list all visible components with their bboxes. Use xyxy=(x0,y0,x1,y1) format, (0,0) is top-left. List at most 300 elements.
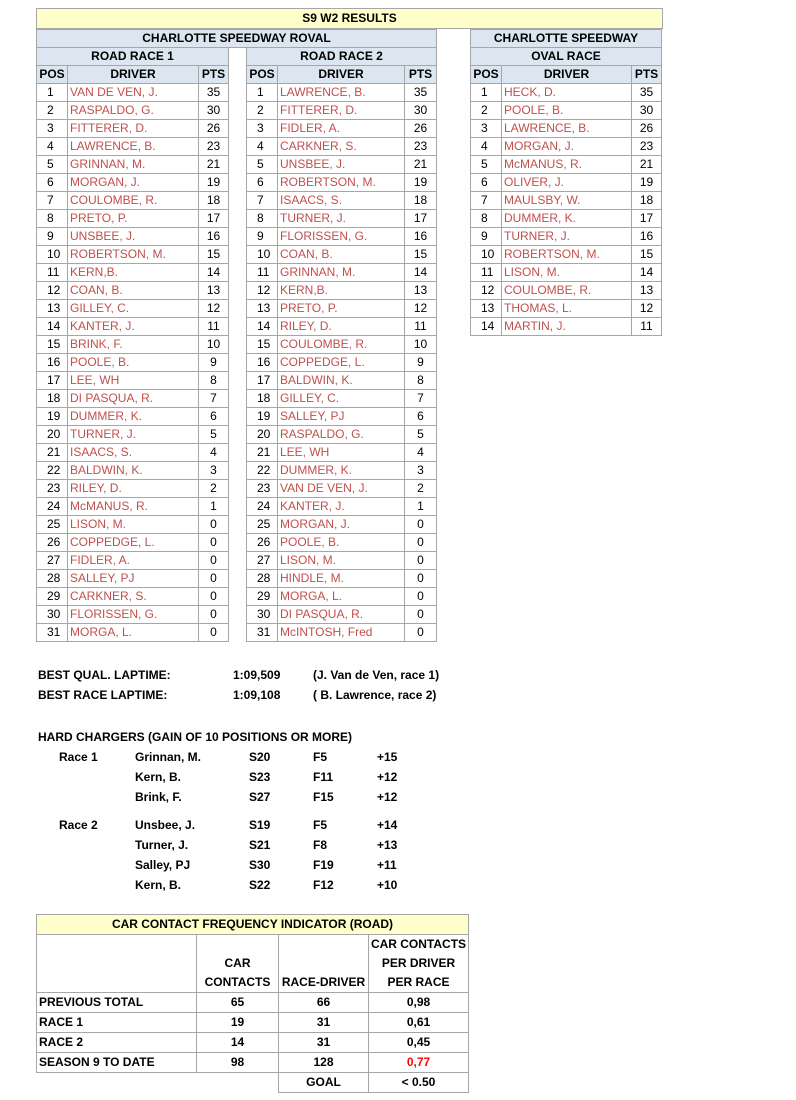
start-pos: S20 xyxy=(249,750,271,764)
gap-cell xyxy=(229,390,247,408)
driver-cell: LAWRENCE, B. xyxy=(278,84,405,102)
col-pos: POS xyxy=(37,66,68,84)
contacts-cell: 14 xyxy=(197,1033,279,1053)
driver-cell: COPPEDGE, L. xyxy=(278,354,405,372)
pos-cell: 26 xyxy=(247,534,278,552)
pts-cell: 30 xyxy=(405,102,437,120)
pts-cell: 16 xyxy=(405,228,437,246)
driver-cell: COAN, B. xyxy=(278,246,405,264)
table-row xyxy=(37,84,437,102)
pts-cell: 17 xyxy=(632,210,662,228)
race-driver-cell: 31 xyxy=(279,1033,369,1053)
driver-cell: KERN,B. xyxy=(68,264,199,282)
goal-label: GOAL xyxy=(279,1073,369,1093)
driver-cell: POOLE, B. xyxy=(502,102,632,120)
pos-cell: 21 xyxy=(37,444,68,462)
pos-cell: 12 xyxy=(471,282,502,300)
contact-blank xyxy=(279,954,369,973)
driver-cell: HINDLE, M. xyxy=(278,570,405,588)
pts-cell: 13 xyxy=(405,282,437,300)
driver-cell: GRINNAN, M. xyxy=(278,264,405,282)
pos-cell: 16 xyxy=(247,354,278,372)
pos-cell: 17 xyxy=(247,372,278,390)
pts-cell: 26 xyxy=(632,120,662,138)
start-pos: S22 xyxy=(249,878,271,892)
table-row xyxy=(37,192,437,210)
pos-cell: 9 xyxy=(37,228,68,246)
driver-cell: MARTIN, J. xyxy=(502,318,632,336)
pts-cell: 26 xyxy=(199,120,229,138)
table-row xyxy=(471,138,662,156)
gap-cell xyxy=(229,48,247,66)
col2-header: RACE-DRIVER xyxy=(279,973,369,993)
per-driver-race-cell: 0,45 xyxy=(369,1033,469,1053)
table-row xyxy=(37,228,437,246)
pts-cell: 11 xyxy=(405,318,437,336)
col-driver: DRIVER xyxy=(502,66,632,84)
pts-cell: 13 xyxy=(632,282,662,300)
pts-cell: 5 xyxy=(405,426,437,444)
driver-cell: LEE, WH xyxy=(68,372,199,390)
table-row xyxy=(37,570,437,588)
contacts-cell: 98 xyxy=(197,1053,279,1073)
gap-cell xyxy=(229,318,247,336)
driver-cell: ROBERTSON, M. xyxy=(502,246,632,264)
table-row xyxy=(37,516,437,534)
table-row xyxy=(37,552,437,570)
pos-cell: 10 xyxy=(247,246,278,264)
col-pos: POS xyxy=(471,66,502,84)
finish-pos: F5 xyxy=(313,818,328,832)
race-driver-cell: 66 xyxy=(279,993,369,1013)
contact-blank xyxy=(197,1073,279,1093)
driver-cell: DI PASQUA, R. xyxy=(68,390,199,408)
table-row xyxy=(471,84,662,102)
pts-cell: 0 xyxy=(405,552,437,570)
pos-cell: 6 xyxy=(471,174,502,192)
driver-cell: RILEY, D. xyxy=(68,480,199,498)
race-driver-cell: 31 xyxy=(279,1013,369,1033)
pos-cell: 7 xyxy=(37,192,68,210)
table-row xyxy=(37,120,437,138)
gap-cell xyxy=(229,300,247,318)
pts-cell: 23 xyxy=(632,138,662,156)
pts-cell: 0 xyxy=(199,570,229,588)
best-qual-time: 1:09,509 xyxy=(233,668,281,682)
driver-cell: BRINK, F. xyxy=(68,336,199,354)
pos-cell: 20 xyxy=(247,426,278,444)
driver-cell: KANTER, J. xyxy=(68,318,199,336)
table-row xyxy=(37,624,437,642)
table-row xyxy=(471,156,662,174)
driver-cell: FITTERER, D. xyxy=(278,102,405,120)
driver-cell: VAN DE VEN, J. xyxy=(278,480,405,498)
table-row xyxy=(37,588,437,606)
pts-cell: 2 xyxy=(199,480,229,498)
gap-cell xyxy=(229,588,247,606)
pos-cell: 3 xyxy=(471,120,502,138)
table-row xyxy=(471,282,662,300)
per-driver-race-cell: 0,61 xyxy=(369,1013,469,1033)
best-race-note: ( B. Lawrence, race 2) xyxy=(313,688,437,702)
pts-cell: 12 xyxy=(199,300,229,318)
pos-cell: 2 xyxy=(471,102,502,120)
pts-cell: 15 xyxy=(199,246,229,264)
table-row xyxy=(37,354,437,372)
pts-cell: 23 xyxy=(199,138,229,156)
pts-cell: 0 xyxy=(405,516,437,534)
pos-cell: 9 xyxy=(471,228,502,246)
positions-gained: +12 xyxy=(377,770,398,784)
best-race-time: 1:09,108 xyxy=(233,688,281,702)
oval-results-table xyxy=(470,29,662,336)
pos-cell: 5 xyxy=(247,156,278,174)
pos-cell: 30 xyxy=(37,606,68,624)
pos-cell: 27 xyxy=(247,552,278,570)
gap-cell xyxy=(229,264,247,282)
driver-cell: LISON, M. xyxy=(68,516,199,534)
table-row xyxy=(471,192,662,210)
pts-cell: 0 xyxy=(199,588,229,606)
table-row xyxy=(471,246,662,264)
table-row xyxy=(37,1053,469,1073)
pos-cell: 22 xyxy=(247,462,278,480)
pos-cell: 12 xyxy=(247,282,278,300)
pos-cell: 19 xyxy=(247,408,278,426)
pts-cell: 21 xyxy=(632,156,662,174)
pts-cell: 14 xyxy=(405,264,437,282)
pos-cell: 8 xyxy=(247,210,278,228)
start-pos: S27 xyxy=(249,790,271,804)
contact-title: CAR CONTACT FREQUENCY INDICATOR (ROAD) xyxy=(37,915,469,935)
driver-cell: PRETO, P. xyxy=(68,210,199,228)
start-pos: S21 xyxy=(249,838,271,852)
driver-cell: KANTER, J. xyxy=(278,498,405,516)
pos-cell: 22 xyxy=(37,462,68,480)
driver-cell: MORGAN, J. xyxy=(278,516,405,534)
pos-cell: 20 xyxy=(37,426,68,444)
pos-cell: 10 xyxy=(471,246,502,264)
pos-cell: 4 xyxy=(247,138,278,156)
driver-cell: SALLEY, PJ xyxy=(278,408,405,426)
driver-cell: BALDWIN, K. xyxy=(278,372,405,390)
table-row xyxy=(37,606,437,624)
pos-cell: 15 xyxy=(37,336,68,354)
pts-cell: 0 xyxy=(405,588,437,606)
pts-cell: 4 xyxy=(199,444,229,462)
driver-cell: DI PASQUA, R. xyxy=(278,606,405,624)
driver-cell: LEE, WH xyxy=(278,444,405,462)
pts-cell: 6 xyxy=(199,408,229,426)
driver-cell: FLORISSEN, G. xyxy=(68,606,199,624)
driver-cell: MORGAN, J. xyxy=(68,174,199,192)
finish-pos: F12 xyxy=(313,878,334,892)
col1-line2: CONTACTS xyxy=(197,973,279,993)
pos-cell: 19 xyxy=(37,408,68,426)
driver-cell: MORGA, L. xyxy=(68,624,199,642)
driver-cell: VAN DE VEN, J. xyxy=(68,84,199,102)
pts-cell: 2 xyxy=(405,480,437,498)
gap-cell xyxy=(229,102,247,120)
pos-cell: 23 xyxy=(247,480,278,498)
col-pts: PTS xyxy=(405,66,437,84)
gap-cell xyxy=(229,480,247,498)
col-driver: DRIVER xyxy=(278,66,405,84)
driver-cell: THOMAS, L. xyxy=(502,300,632,318)
gap-cell xyxy=(229,246,247,264)
finish-pos: F15 xyxy=(313,790,334,804)
gap-cell xyxy=(229,336,247,354)
driver-cell: POOLE, B. xyxy=(68,354,199,372)
pos-cell: 31 xyxy=(247,624,278,642)
pos-cell: 7 xyxy=(247,192,278,210)
driver-cell: ROBERTSON, M. xyxy=(278,174,405,192)
gap-cell xyxy=(229,210,247,228)
pos-cell: 14 xyxy=(247,318,278,336)
table-row xyxy=(37,138,437,156)
contact-blank xyxy=(279,935,369,955)
pos-cell: 14 xyxy=(37,318,68,336)
gap-cell xyxy=(229,174,247,192)
table-row xyxy=(37,444,437,462)
driver-cell: LISON, M. xyxy=(278,552,405,570)
pos-cell: 11 xyxy=(247,264,278,282)
driver-cell: HECK, D. xyxy=(502,84,632,102)
pos-cell: 11 xyxy=(471,264,502,282)
driver-cell: ROBERTSON, M. xyxy=(68,246,199,264)
pts-cell: 14 xyxy=(199,264,229,282)
pts-cell: 15 xyxy=(405,246,437,264)
race2-title: ROAD RACE 2 xyxy=(247,48,437,66)
table-row xyxy=(471,174,662,192)
col-pos: POS xyxy=(247,66,278,84)
pos-cell: 31 xyxy=(37,624,68,642)
driver-cell: TURNER, J. xyxy=(278,210,405,228)
table-row xyxy=(37,372,437,390)
gap-cell xyxy=(229,408,247,426)
pos-cell: 4 xyxy=(37,138,68,156)
table-row xyxy=(37,1013,469,1033)
driver-cell: DUMMER, K. xyxy=(68,408,199,426)
driver-cell: ISAACS, S. xyxy=(68,444,199,462)
pos-cell: 30 xyxy=(247,606,278,624)
pts-cell: 12 xyxy=(405,300,437,318)
table-row xyxy=(37,426,437,444)
pts-cell: 19 xyxy=(632,174,662,192)
driver-cell: LISON, M. xyxy=(502,264,632,282)
driver-cell: FITTERER, D. xyxy=(68,120,199,138)
table-row xyxy=(37,264,437,282)
pts-cell: 17 xyxy=(405,210,437,228)
table-row xyxy=(37,1033,469,1053)
driver-cell: CARKNER, S. xyxy=(278,138,405,156)
pos-cell: 25 xyxy=(247,516,278,534)
charger-name: Salley, PJ xyxy=(135,858,191,872)
positions-gained: +11 xyxy=(377,858,397,872)
driver-cell: TURNER, J. xyxy=(68,426,199,444)
pos-cell: 13 xyxy=(37,300,68,318)
charger-name: Turner, J. xyxy=(135,838,189,852)
start-pos: S30 xyxy=(249,858,271,872)
pos-cell: 1 xyxy=(37,84,68,102)
col1-line1: CAR xyxy=(197,954,279,973)
pts-cell: 1 xyxy=(199,498,229,516)
driver-cell: COPPEDGE, L. xyxy=(68,534,199,552)
roval-results-table xyxy=(36,29,437,642)
driver-cell: FLORISSEN, G. xyxy=(278,228,405,246)
best-qual-label: BEST QUAL. LAPTIME: xyxy=(38,668,171,682)
pts-cell: 0 xyxy=(199,534,229,552)
table-row xyxy=(471,318,662,336)
positions-gained: +13 xyxy=(377,838,398,852)
col3-line3: PER RACE xyxy=(369,973,469,993)
driver-cell: OLIVER, J. xyxy=(502,174,632,192)
gap-cell xyxy=(229,192,247,210)
oval-race-title: OVAL RACE xyxy=(471,48,662,66)
pts-cell: 8 xyxy=(199,372,229,390)
race-driver-cell: 128 xyxy=(279,1053,369,1073)
driver-cell: MORGA, L. xyxy=(278,588,405,606)
pts-cell: 0 xyxy=(199,624,229,642)
pos-cell: 17 xyxy=(37,372,68,390)
pts-cell: 7 xyxy=(199,390,229,408)
driver-cell: UNSBEE, J. xyxy=(68,228,199,246)
pts-cell: 15 xyxy=(632,246,662,264)
pts-cell: 21 xyxy=(405,156,437,174)
pos-cell: 9 xyxy=(247,228,278,246)
table-row xyxy=(37,102,437,120)
pos-cell: 24 xyxy=(37,498,68,516)
pts-cell: 5 xyxy=(199,426,229,444)
gap-cell xyxy=(229,624,247,642)
per-driver-race-cell: 0,98 xyxy=(369,993,469,1013)
gap-cell xyxy=(229,462,247,480)
pos-cell: 5 xyxy=(471,156,502,174)
driver-cell: COULOMBE, R. xyxy=(502,282,632,300)
car-contact-table xyxy=(36,914,469,1093)
pts-cell: 18 xyxy=(405,192,437,210)
table-row xyxy=(37,408,437,426)
driver-cell: CARKNER, S. xyxy=(68,588,199,606)
charger-name: Kern, B. xyxy=(135,878,182,892)
table-row xyxy=(471,264,662,282)
pts-cell: 3 xyxy=(199,462,229,480)
driver-cell: LAWRENCE, B. xyxy=(68,138,199,156)
contact-row-label: PREVIOUS TOTAL xyxy=(37,993,197,1013)
table-row xyxy=(37,318,437,336)
table-row xyxy=(37,480,437,498)
pts-cell: 30 xyxy=(632,102,662,120)
driver-cell: RASPALDO, G. xyxy=(278,426,405,444)
driver-cell: DUMMER, K. xyxy=(502,210,632,228)
pos-cell: 8 xyxy=(37,210,68,228)
pos-cell: 21 xyxy=(247,444,278,462)
race-label: Race 1 xyxy=(59,750,98,764)
pos-cell: 23 xyxy=(37,480,68,498)
col-pts: PTS xyxy=(199,66,229,84)
charger-name: Kern, B. xyxy=(135,770,182,784)
pos-cell: 29 xyxy=(247,588,278,606)
pos-cell: 13 xyxy=(471,300,502,318)
driver-cell: TURNER, J. xyxy=(502,228,632,246)
finish-pos: F19 xyxy=(313,858,334,872)
driver-cell: ISAACS, S. xyxy=(278,192,405,210)
table-row xyxy=(37,174,437,192)
pts-cell: 11 xyxy=(632,318,662,336)
pts-cell: 19 xyxy=(405,174,437,192)
table-row xyxy=(471,300,662,318)
oval-title: CHARLOTTE SPEEDWAY xyxy=(471,30,662,48)
table-row xyxy=(37,498,437,516)
pos-cell: 5 xyxy=(37,156,68,174)
pts-cell: 9 xyxy=(405,354,437,372)
pts-cell: 10 xyxy=(405,336,437,354)
contact-row-label: SEASON 9 TO DATE xyxy=(37,1053,197,1073)
contact-row-label: RACE 1 xyxy=(37,1013,197,1033)
col3-line1: CAR CONTACTS xyxy=(369,935,469,955)
gap-cell xyxy=(229,156,247,174)
gap-cell xyxy=(229,354,247,372)
goal-value: < 0.50 xyxy=(369,1073,469,1093)
pos-cell: 18 xyxy=(247,390,278,408)
driver-cell: BALDWIN, K. xyxy=(68,462,199,480)
gap-cell xyxy=(229,606,247,624)
pts-cell: 8 xyxy=(405,372,437,390)
pos-cell: 6 xyxy=(247,174,278,192)
pts-cell: 3 xyxy=(405,462,437,480)
pts-cell: 0 xyxy=(199,552,229,570)
table-row xyxy=(37,300,437,318)
pts-cell: 35 xyxy=(199,84,229,102)
pts-cell: 14 xyxy=(632,264,662,282)
pts-cell: 13 xyxy=(199,282,229,300)
pts-cell: 0 xyxy=(405,624,437,642)
gap-cell xyxy=(229,426,247,444)
pts-cell: 26 xyxy=(405,120,437,138)
best-qual-note: (J. Van de Ven, race 1) xyxy=(313,668,440,682)
driver-cell: GRINNAN, M. xyxy=(68,156,199,174)
pts-cell: 0 xyxy=(199,516,229,534)
pts-cell: 21 xyxy=(199,156,229,174)
pts-cell: 10 xyxy=(199,336,229,354)
contact-blank xyxy=(37,935,197,955)
driver-cell: COULOMBE, R. xyxy=(278,336,405,354)
table-row xyxy=(37,993,469,1013)
table-row xyxy=(471,210,662,228)
gap-cell xyxy=(229,552,247,570)
driver-cell: GILLEY, C. xyxy=(278,390,405,408)
positions-gained: +15 xyxy=(377,750,398,764)
pos-cell: 2 xyxy=(37,102,68,120)
gap-cell xyxy=(229,138,247,156)
driver-cell: COAN, B. xyxy=(68,282,199,300)
pos-cell: 1 xyxy=(471,84,502,102)
pts-cell: 0 xyxy=(405,570,437,588)
contact-row-label: RACE 2 xyxy=(37,1033,197,1053)
gap-cell xyxy=(229,444,247,462)
table-row xyxy=(37,462,437,480)
gap-cell xyxy=(229,228,247,246)
driver-cell: McMANUS, R. xyxy=(68,498,199,516)
driver-cell: DUMMER, K. xyxy=(278,462,405,480)
gap-cell xyxy=(229,372,247,390)
positions-gained: +14 xyxy=(377,818,398,832)
driver-cell: PRETO, P. xyxy=(278,300,405,318)
pos-cell: 15 xyxy=(247,336,278,354)
table-row xyxy=(37,390,437,408)
pos-cell: 16 xyxy=(37,354,68,372)
pts-cell: 0 xyxy=(405,534,437,552)
